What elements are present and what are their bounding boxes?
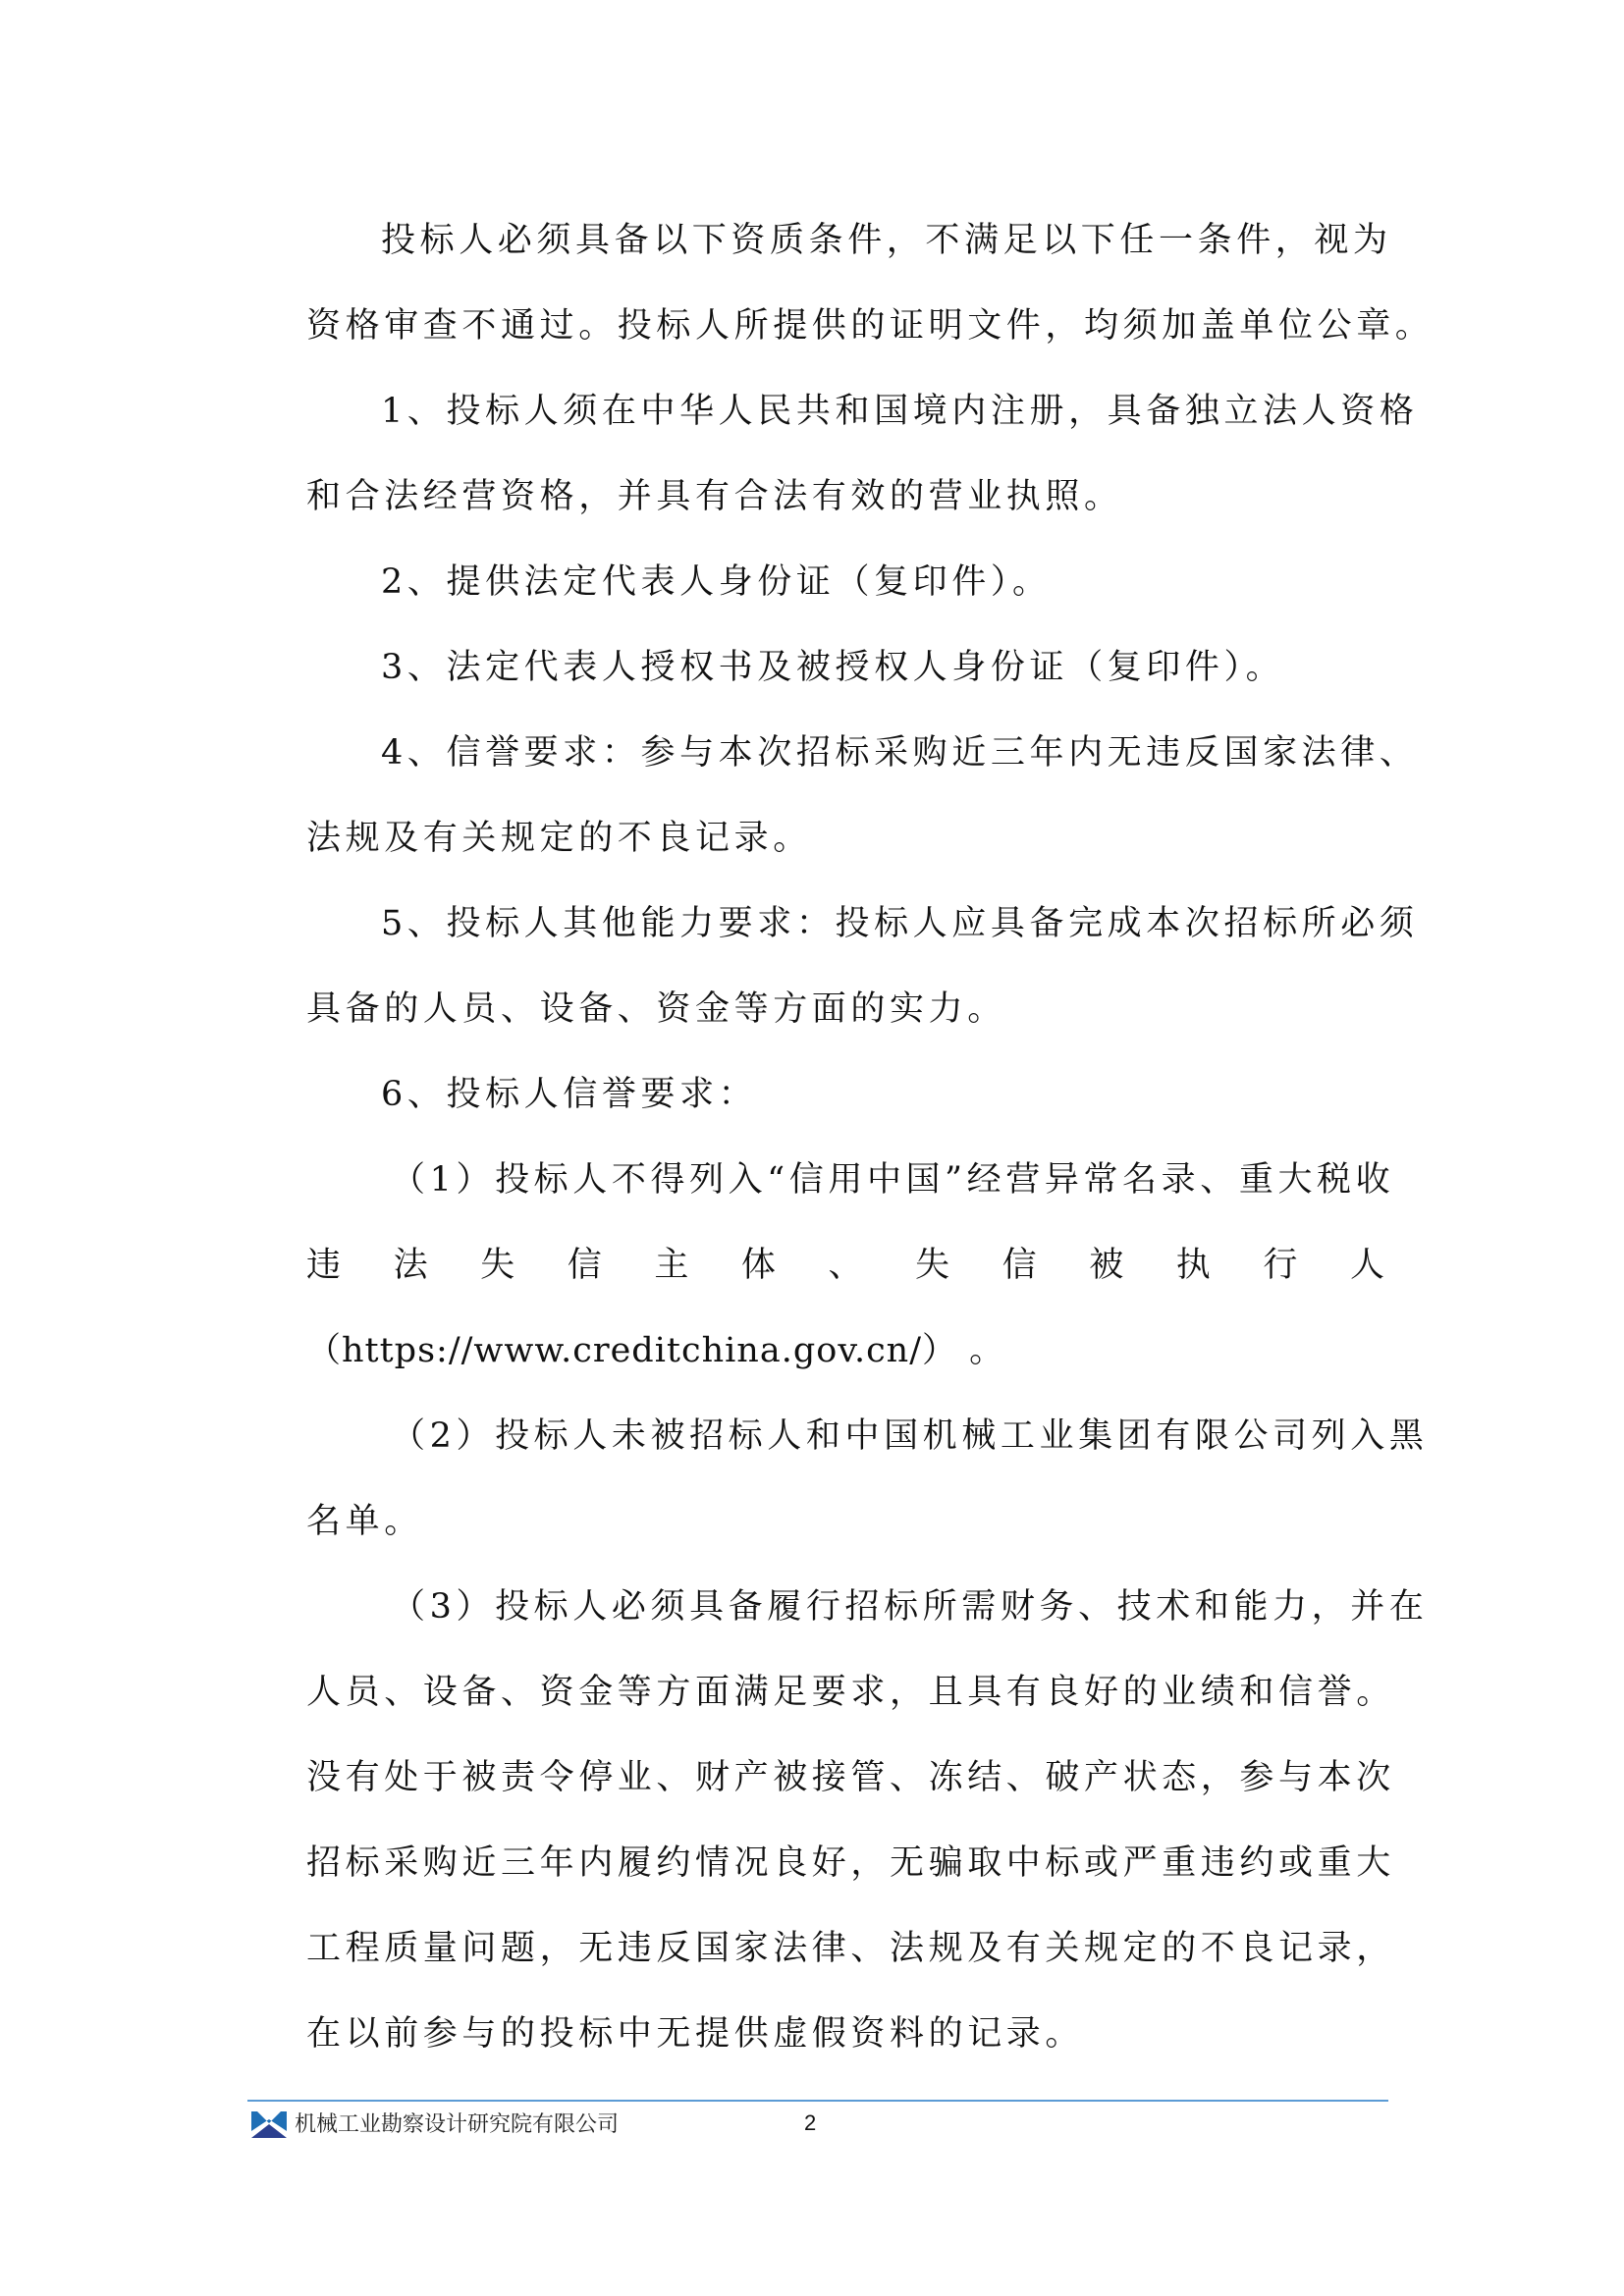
spread-char: 行 bbox=[1263, 1246, 1298, 1285]
spread-char: 体 bbox=[740, 1246, 776, 1285]
item-4-line-2: 法规及有关规定的不良记录。 bbox=[306, 819, 812, 858]
spread-char: 主 bbox=[654, 1246, 689, 1285]
spread-char: 信 bbox=[567, 1246, 602, 1285]
item-6-3-line-6: 在以前参与的投标中无提供虚假资料的记录。 bbox=[306, 2014, 1085, 2054]
item-6-1-line-2 bbox=[306, 1236, 1384, 1295]
item-1-line-1: 1、投标人须在中华人民共和国境内注册，具备独立法人资格 bbox=[381, 392, 1419, 431]
footer-divider bbox=[247, 2100, 1388, 2102]
paragraph-intro-line-1: 投标人必须具备以下资质条件，不满足以下任一条件，视为 bbox=[381, 221, 1392, 260]
item-6-3-line-3: 没有处于被责令停业、财产被接管、冻结、破产状态，参与本次 bbox=[306, 1758, 1395, 1797]
item-6-heading: 6、投标人信誉要求： bbox=[381, 1075, 758, 1114]
item-6-2-line-2: 名单。 bbox=[306, 1502, 423, 1541]
spread-char: 失 bbox=[480, 1246, 515, 1285]
item-2: 2、提供法定代表人身份证（复印件）。 bbox=[381, 562, 1052, 602]
spread-char: 法 bbox=[393, 1246, 428, 1285]
spread-char: 执 bbox=[1175, 1246, 1211, 1285]
spread-char: 被 bbox=[1089, 1246, 1124, 1285]
item-6-3-line-4: 招标采购近三年内履约情况良好，无骗取中标或严重违约或重大 bbox=[306, 1843, 1395, 1883]
item-5-line-1: 5、投标人其他能力要求：投标人应具备完成本次招标所必须 bbox=[381, 904, 1419, 943]
item-6-2-line-1: （2）投标人未被招标人和中国机械工业集团有限公司列入黑 bbox=[391, 1416, 1429, 1456]
spread-char: 信 bbox=[1001, 1246, 1037, 1285]
spread-char: 、 bbox=[828, 1246, 863, 1285]
item-5-line-2: 具备的人员、设备、资金等方面的实力。 bbox=[306, 989, 1006, 1029]
item-4-line-1: 4、信誉要求：参与本次招标采购近三年内无违反国家法律、 bbox=[381, 733, 1419, 773]
spread-char: 违 bbox=[306, 1246, 342, 1285]
footer-company-name: 机械工业勘察设计研究院有限公司 bbox=[295, 2112, 620, 2137]
item-6-3-line-5: 工程质量问题，无违反国家法律、法规及有关规定的不良记录， bbox=[306, 1929, 1395, 1968]
item-6-3-line-2: 人员、设备、资金等方面满足要求，且具有良好的业绩和信誉。 bbox=[306, 1673, 1395, 1712]
paragraph-intro-line-2: 资格审查不通过。投标人所提供的证明文件，均须加盖单位公章。 bbox=[306, 306, 1435, 346]
item-6-1-url-line: （https://www.creditchina.gov.cn/） 。 bbox=[306, 1331, 1005, 1370]
spread-char: 人 bbox=[1349, 1246, 1384, 1285]
item-3: 3、法定代表人授权书及被授权人身份证（复印件）。 bbox=[381, 648, 1285, 687]
page-number: 2 bbox=[804, 2110, 817, 2135]
item-6-1-line-1: （1）投标人不得列入“信用中国”经营异常名录、重大税收 bbox=[391, 1160, 1395, 1200]
company-logo-mountain-icon bbox=[251, 2111, 287, 2139]
item-6-3-line-1: （3）投标人必须具备履行招标所需财务、技术和能力，并在 bbox=[391, 1587, 1429, 1627]
spread-char: 失 bbox=[915, 1246, 950, 1285]
item-1-line-2: 和合法经营资格，并具有合法有效的营业执照。 bbox=[306, 477, 1123, 516]
